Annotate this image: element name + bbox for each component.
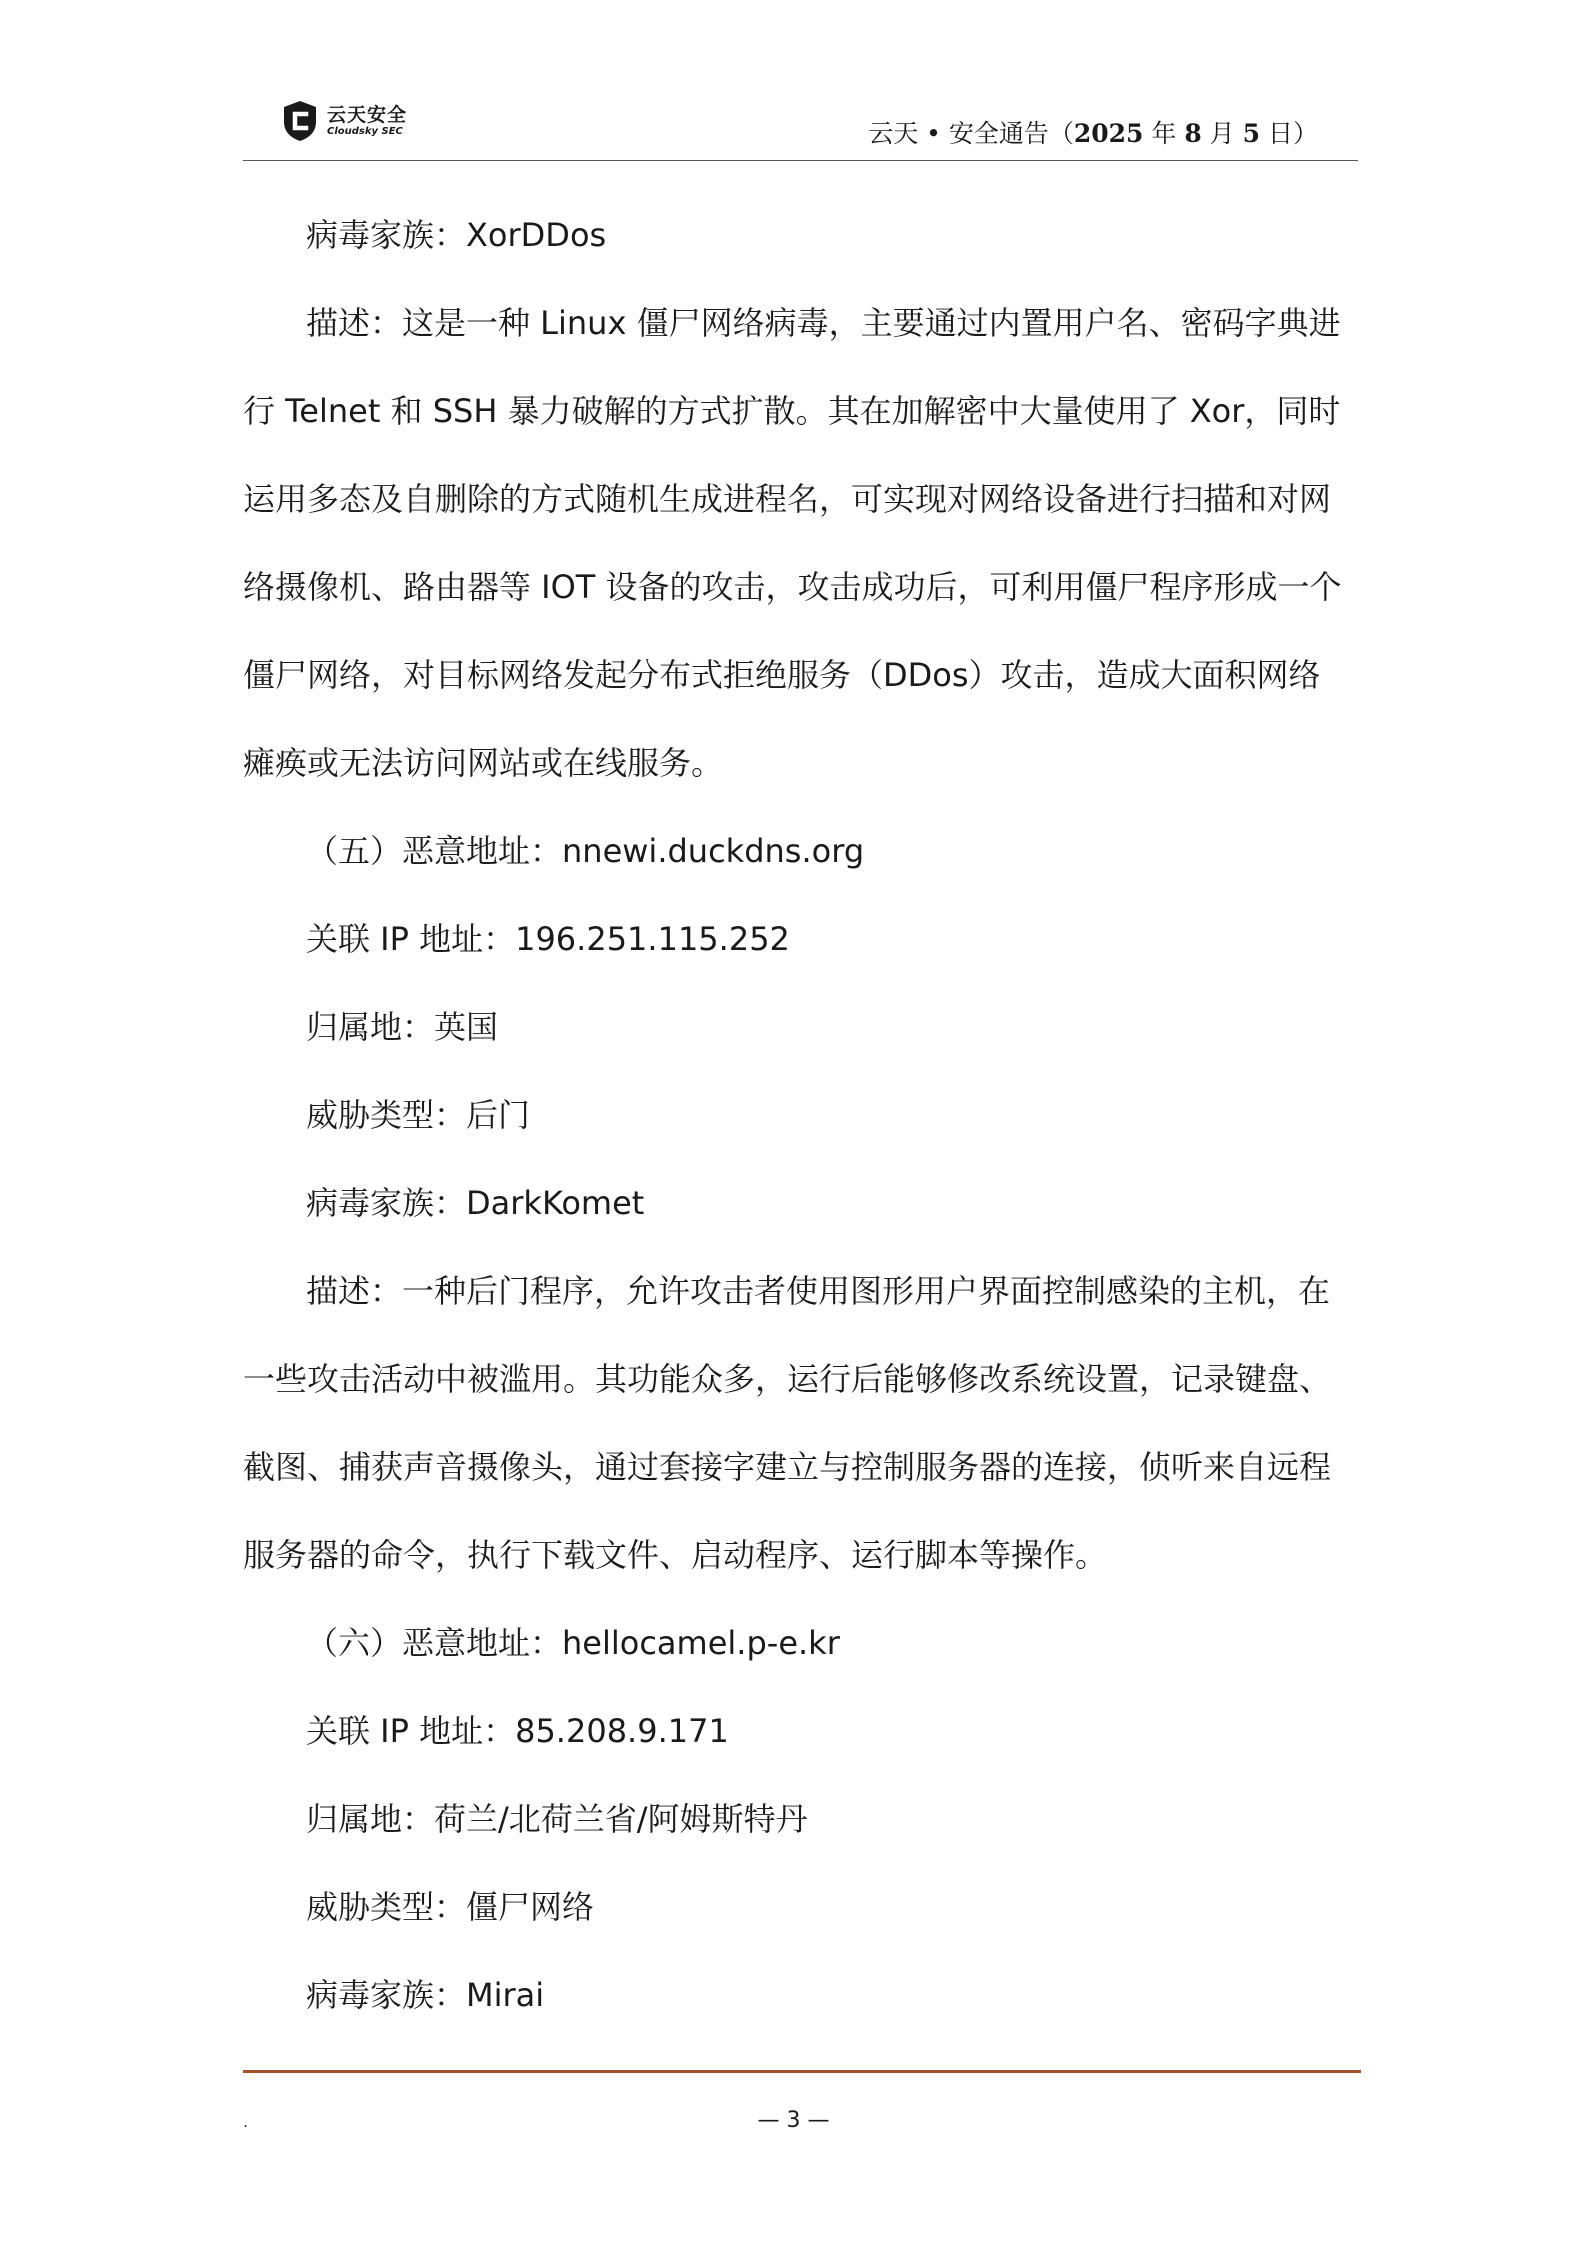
title-month-unit: 月 bbox=[1201, 119, 1243, 148]
section-5-location: 归属地：英国 bbox=[306, 1008, 499, 1046]
description-line-5: 僵尸网络，对目标网络发起分布式拒绝服务（DDos）攻击，造成大面积网络 bbox=[243, 656, 1321, 694]
title-suffix: 日） bbox=[1260, 119, 1318, 148]
section-5-desc-2: 一些攻击活动中被滥用。其功能众多，运行后能够修改系统设置，记录键盘、 bbox=[243, 1360, 1332, 1398]
section-5-threat-type: 威胁类型：后门 bbox=[306, 1096, 531, 1134]
section-6-ip: 关联 IP 地址：85.208.9.171 bbox=[306, 1712, 729, 1750]
section-6-location: 归属地：荷兰/北荷兰省/阿姆斯特丹 bbox=[306, 1800, 808, 1838]
bulletin-title bbox=[868, 114, 1318, 150]
page-number: — 3 — bbox=[757, 2108, 830, 2133]
footer-dot: . bbox=[243, 2112, 249, 2131]
section-5-family: 病毒家族：DarkKomet bbox=[306, 1184, 645, 1222]
description-line-3: 运用多态及自删除的方式随机生成进程名，可实现对网络设备进行扫描和对网 bbox=[243, 480, 1332, 518]
logo-text-cn: 云天安全 bbox=[327, 104, 408, 126]
description-line-4: 络摄像机、路由器等 IOT 设备的攻击，攻击成功后，可利用僵尸程序形成一个 bbox=[243, 568, 1342, 606]
title-month: 8 bbox=[1184, 119, 1202, 148]
description-line-2: 行 Telnet 和 SSH 暴力破解的方式扩散。其在加解密中大量使用了 Xor，同时 bbox=[243, 392, 1341, 430]
family-xorddos: 病毒家族：XorDDos bbox=[306, 216, 607, 254]
section-5-address: （五）恶意地址：nnewi.duckdns.org bbox=[306, 832, 865, 870]
section-5-ip: 关联 IP 地址：196.251.115.252 bbox=[306, 920, 790, 958]
page-header bbox=[243, 92, 1358, 162]
title-year: 2025 bbox=[1073, 119, 1144, 148]
header-divider bbox=[243, 160, 1358, 161]
section-6-threat-type: 威胁类型：僵尸网络 bbox=[306, 1888, 595, 1926]
section-5-desc-4: 服务器的命令，执行下载文件、启动程序、运行脚本等操作。 bbox=[243, 1536, 1108, 1574]
description-line-1: 描述：这是一种 Linux 僵尸网络病毒，主要通过内置用户名、密码字典进 bbox=[306, 304, 1341, 342]
section-6-address: （六）恶意地址：hellocamel.p-e.kr bbox=[306, 1624, 840, 1662]
section-5-desc-3: 截图、捕获声音摄像头，通过套接字建立与控制服务器的连接，侦听来自远程 bbox=[243, 1448, 1332, 1486]
section-5-desc-1: 描述：一种后门程序，允许攻击者使用图形用户界面控制感染的主机，在 bbox=[306, 1272, 1331, 1310]
logo-text-en: Cloudsky SEC bbox=[327, 126, 403, 137]
title-prefix: 云天 • 安全通告（ bbox=[868, 119, 1074, 148]
description-line-6: 瘫痪或无法访问网站或在线服务。 bbox=[243, 744, 724, 782]
section-6-family: 病毒家族：Mirai bbox=[306, 1976, 545, 2014]
title-year-unit: 年 bbox=[1143, 119, 1185, 148]
footer-divider bbox=[243, 2070, 1361, 2073]
company-logo bbox=[281, 100, 441, 146]
shield-logo-icon bbox=[281, 100, 319, 142]
title-day: 5 bbox=[1242, 119, 1261, 148]
